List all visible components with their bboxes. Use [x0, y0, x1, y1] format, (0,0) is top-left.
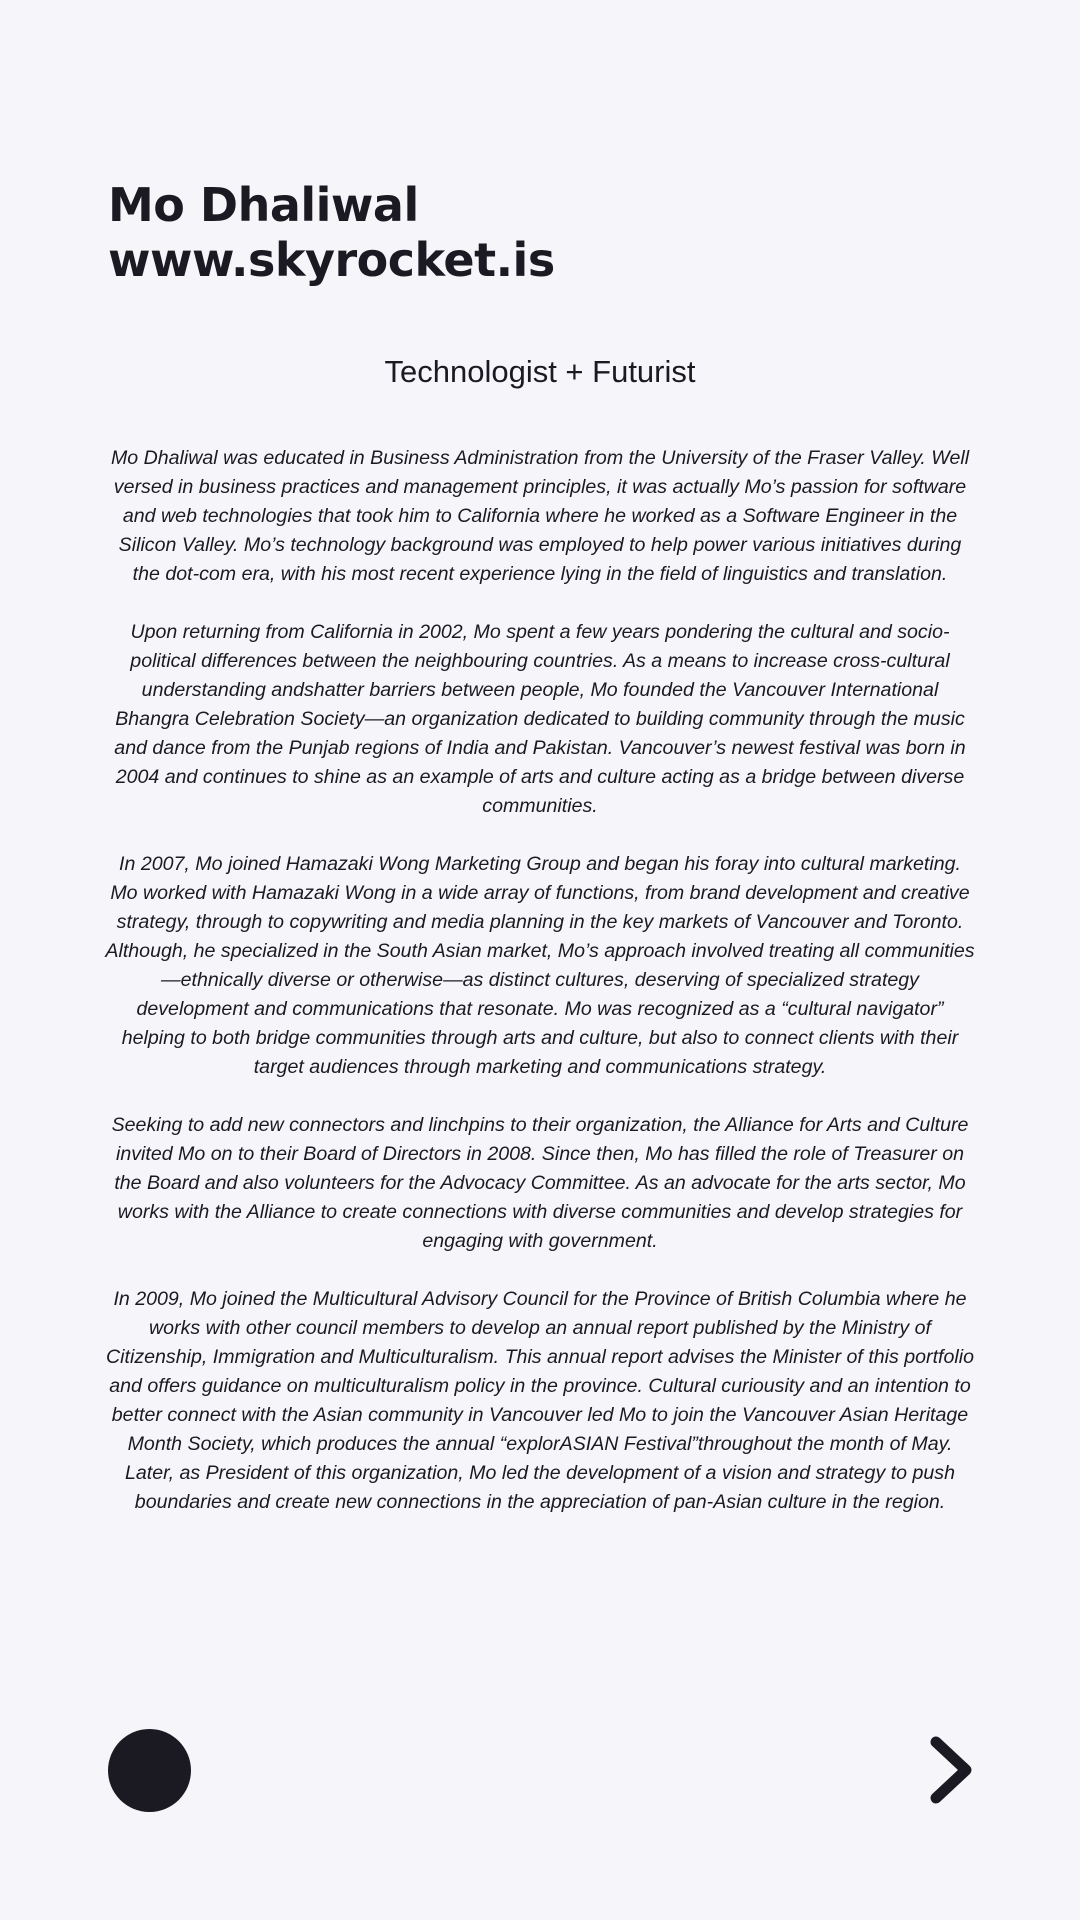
- filled-circle-icon[interactable]: [108, 1729, 191, 1812]
- page-subtitle: Technologist + Futurist: [384, 354, 696, 389]
- website-url: www.skyrocket.is: [108, 233, 555, 287]
- bio-text: [104, 444, 976, 1546]
- next-button[interactable]: [918, 1730, 978, 1810]
- bio-paragraph: In 2007, Mo joined Hamazaki Wong Marketing Group and began his foray into cultural marketing. Mo worked with Hamazaki Wong in a wide array of functions, from brand development and creative strategy, through to copywriting and media planning in the key markets of Vancouver and Toronto. Although, he specialized in the South Asian market, Mo’s approach involved treating all communities—ethnically diverse or otherwise—as distinct cultures, deserving of specialized strategy development and communications that resonate. Mo was recognized as a “cultural navigator” helping to both bridge communities through arts and culture, but also to connect clients with their target audiences through marketing and communications strategy.: [105, 853, 975, 1078]
- bio-paragraph: In 2009, Mo joined the Multicultural Advisory Council for the Province of British Columbia where he works with other council members to develop an annual report published by the Ministry of Citizenship, Immigration and Multiculturalism. This annual report advises the Minister of this portfolio and offers guidance on multiculturalism policy in the province. Cultural curiousity and an intention to better connect with the Asian community in Vancouver led Mo to join the Vancouver Asian Heritage Month Society, which produces the annual “explorASIAN Festival”throughout the month of May. Later, as President of this organization, Mo led the development of a vision and strategy to push boundaries and create new connections in the appreciation of pan-Asian culture in the region.: [106, 1288, 974, 1513]
- bio-paragraph: Mo Dhaliwal was educated in Business Administration from the University of the Fraser Valley. Well versed in business practices and management principles, it was actually Mo’s passion for software and web technologies that took him to California where he worked as a Software Engineer in the Silicon Valley. Mo’s technology background was employed to help power various initiatives during the dot-com era, with his most recent experience lying in the field of linguistics and translation.: [110, 447, 970, 585]
- chevron-right-icon: [918, 1730, 978, 1810]
- bio-paragraph: Upon returning from California in 2002, Mo spent a few years pondering the cultural and socio-political differences between the neighbouring countries. As a means to increase cross-cultural understanding andshatter barriers between people, Mo founded the Vancouver International Bhangra Celebration Society—an organization dedicated to building community through the music and dance from the Punjab regions of India and Pakistan. Vancouver’s newest festival was born in 2004 and continues to shine as an example of arts and culture acting as a bridge between diverse communities.: [114, 621, 966, 817]
- presenter-name: Mo Dhaliwal: [108, 178, 419, 232]
- bio-paragraph: Seeking to add new connectors and linchpins to their organization, the Alliance for Arts and Culture invited Mo on to their Board of Directors in 2008. Since then, Mo has filled the role of Treasurer on the Board and also volunteers for the Advocacy Committee. As an advocate for the arts sector, Mo works with the Alliance to create connections with diverse communities and develop strategies for engaging with government.: [111, 1114, 969, 1252]
- title-block: [108, 178, 988, 288]
